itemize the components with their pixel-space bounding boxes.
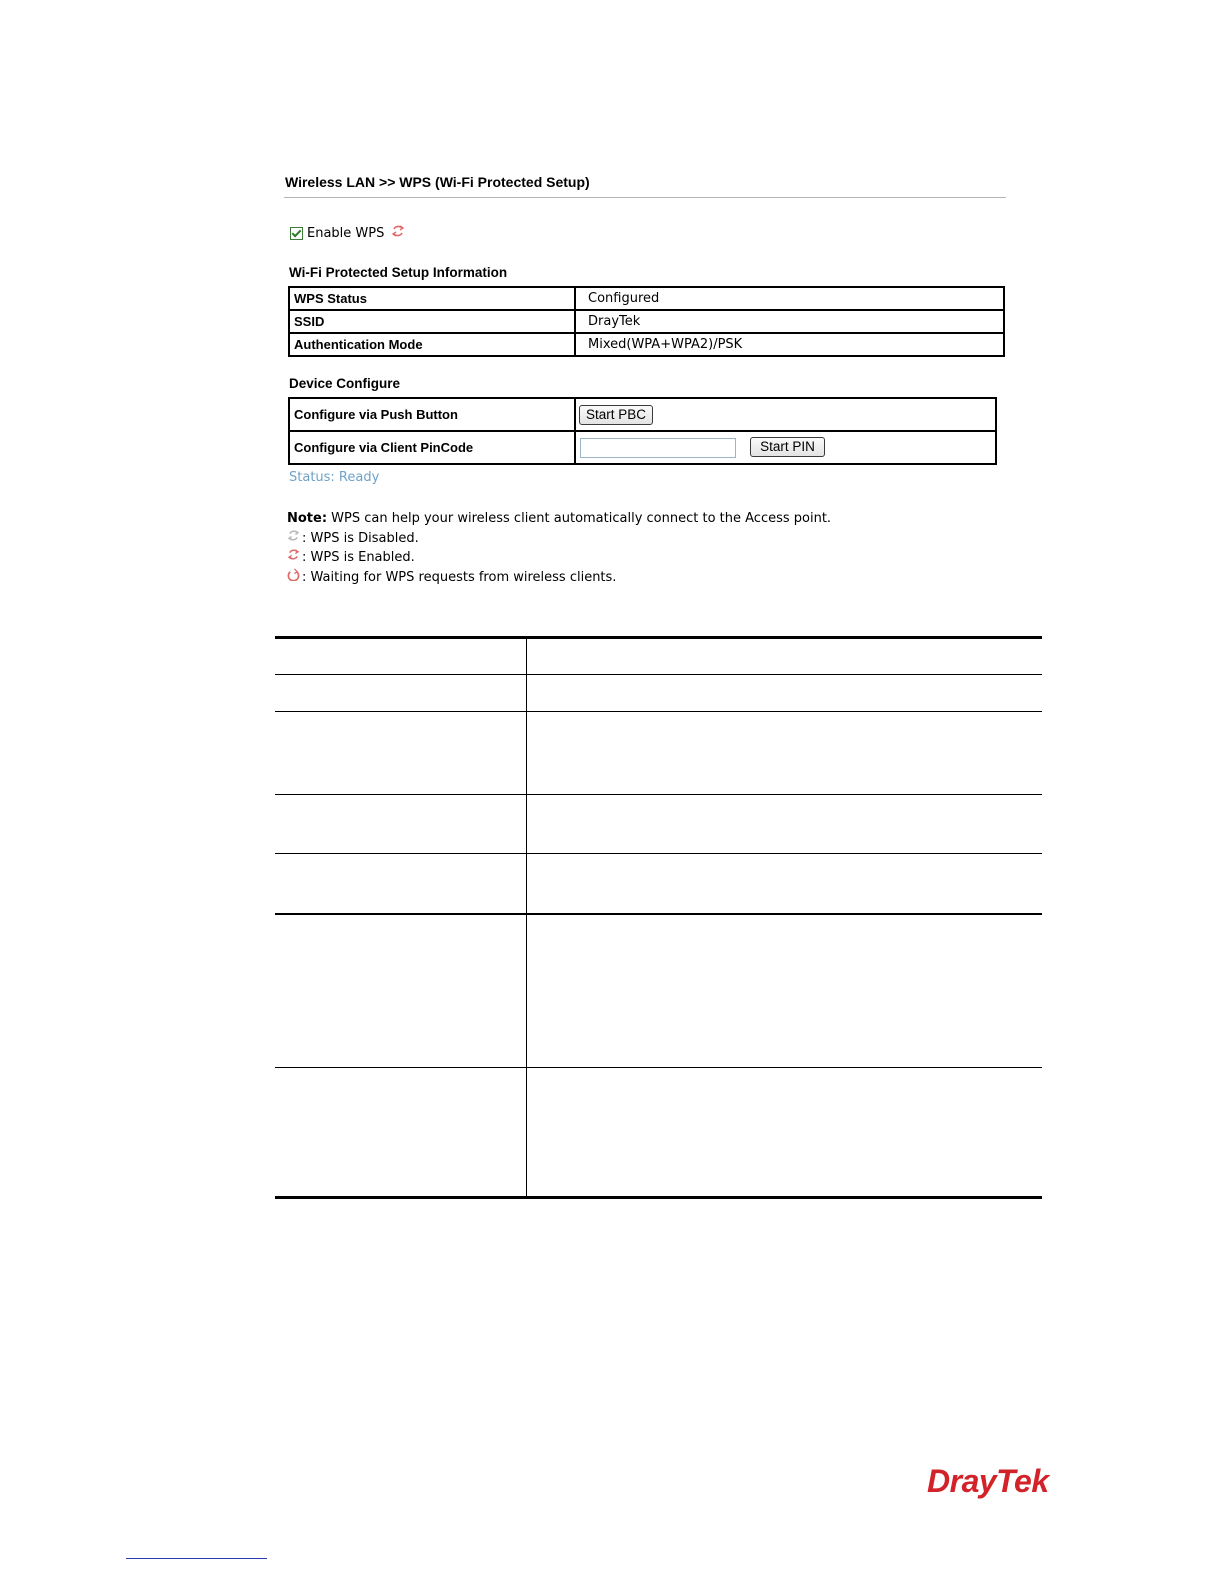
table-bottom-rule [275,1196,1042,1199]
wps-status-label: WPS Status [289,287,575,310]
table-row-divider [275,711,1042,712]
push-button-cell [575,398,996,431]
note-intro [287,509,831,529]
table-column-divider [526,636,527,1198]
note-prefix: Note: [287,511,328,526]
wps-info-table [288,286,1005,357]
status-text: Status: Ready [289,470,380,485]
note-text: WPS can help your wireless client automatically connect to the Access point. [327,511,832,526]
wps-disabled-icon [287,529,300,542]
table-row-divider [275,794,1042,795]
ssid-label: SSID [289,310,575,333]
info-heading: Wi-Fi Protected Setup Information [289,265,508,280]
wps-enabled-icon [287,548,300,561]
table-row [289,333,1004,356]
device-configure-heading: Device Configure [289,376,401,391]
table-row-divider [275,853,1042,854]
push-button-label: Configure via Push Button [289,398,575,431]
start-pin-button[interactable]: Start PIN [750,437,825,457]
table-row-divider [275,674,1042,675]
page-title: Wireless LAN >> WPS (Wi-Fi Protected Setup) [285,174,590,190]
notes [287,509,831,587]
table-row [289,431,996,464]
auth-mode-value: Mixed(WPA+WPA2)/PSK [575,333,1004,356]
note-disabled-text: : WPS is Disabled. [302,530,419,546]
auth-mode-label: Authentication Mode [289,333,575,356]
pin-code-label: Configure via Client PinCode [289,431,575,464]
wps-waiting-icon [287,568,300,581]
table-row [289,310,1004,333]
ssid-value: DrayTek [575,310,1004,333]
table-row [289,287,1004,310]
list-item [287,568,831,588]
note-waiting-text: : Waiting for WPS requests from wireless clients. [302,569,617,585]
pin-code-cell [575,431,996,464]
enable-wps-label: Enable WPS [307,226,385,241]
enable-wps-checkbox[interactable] [290,227,303,240]
pin-code-input[interactable] [580,438,736,458]
draytek-logo: DrayTek [927,1463,1049,1499]
table-row [289,398,996,431]
start-pbc-button[interactable]: Start PBC [579,405,653,425]
table-row-divider [275,913,1042,915]
list-item [287,548,831,568]
table-row-divider [275,1067,1042,1068]
enable-wps-row [290,226,405,241]
wps-status-value: Configured [575,287,1004,310]
list-item [287,529,831,549]
note-enabled-text: : WPS is Enabled. [302,550,415,565]
footnote-rule [126,1558,267,1559]
wps-enabled-icon [391,224,405,238]
title-divider [284,197,1006,198]
device-configure-table [288,397,997,465]
table-top-rule [275,636,1042,639]
